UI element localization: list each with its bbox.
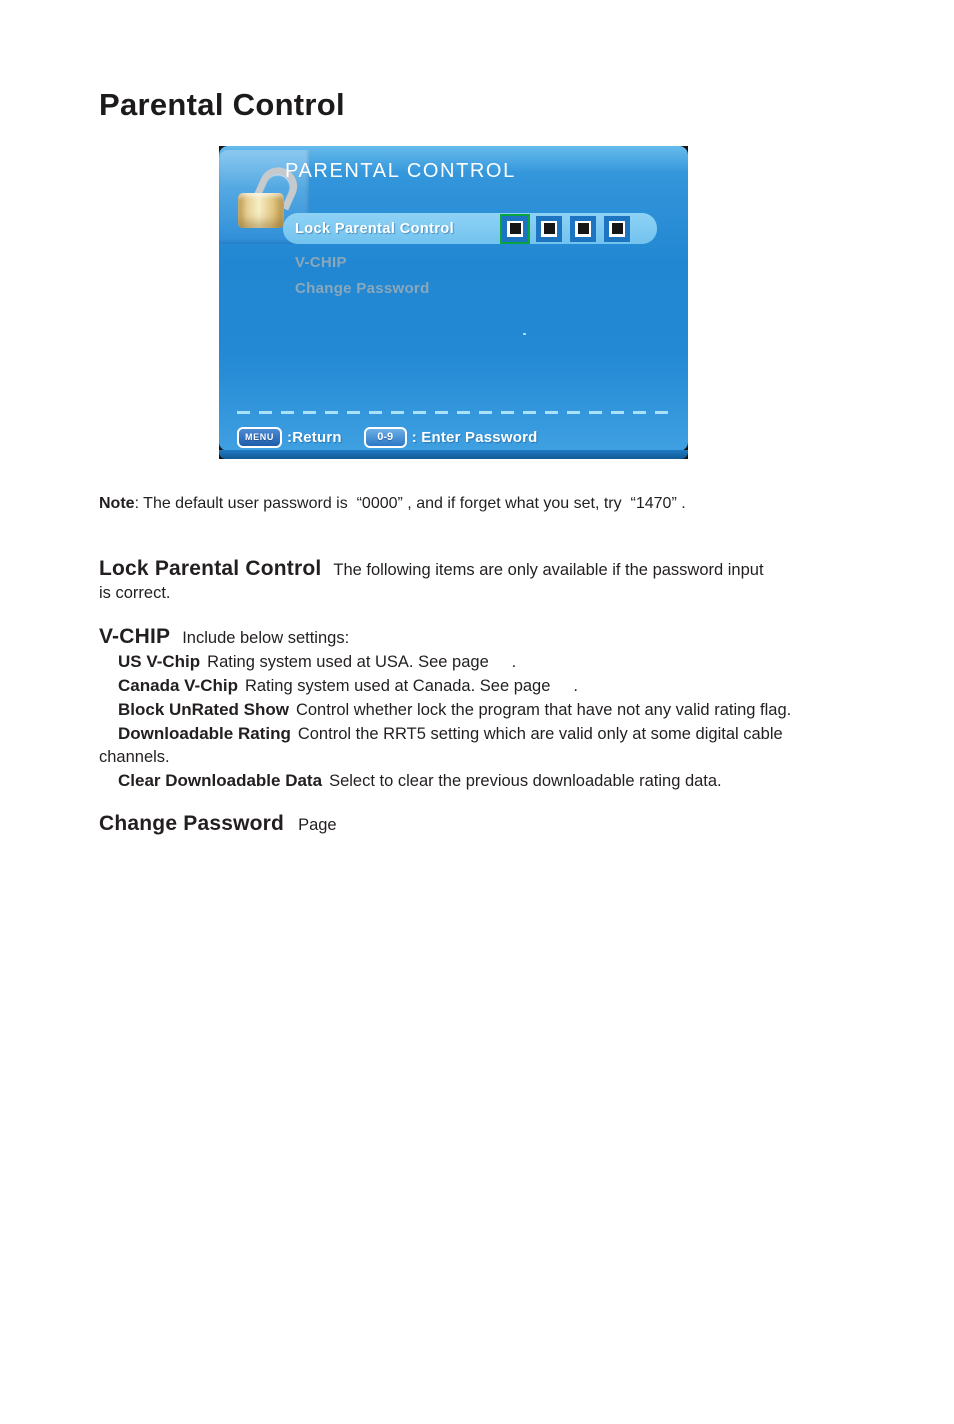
vchip-item-block-unrated: Block UnRated Show Control whether lock the program that have not any valid rating flag. — [118, 700, 792, 719]
note-paragraph — [99, 493, 859, 515]
password-digit-box — [570, 216, 596, 242]
screen-dot-artifact — [523, 333, 526, 335]
note-text: : The default user password is “0000” , and if forget what you set, try “1470” . — [134, 495, 686, 512]
section-change-password — [99, 811, 914, 838]
osd-row-label: Lock Parental Control — [295, 221, 455, 237]
section-desc: Include below settings: — [182, 629, 350, 647]
section-heading: V-CHIP — [99, 625, 171, 648]
osd-key-legend — [237, 425, 537, 449]
section-vchip — [99, 625, 844, 793]
menu-key-icon: MENU — [237, 427, 282, 448]
vchip-item-downloadable-rating: Downloadable Rating Control the RRT5 setting which are valid only at some digital cable channels. — [99, 724, 788, 766]
section-desc: Page — [298, 816, 337, 834]
password-input-boxes — [502, 215, 630, 242]
tv-osd-screenshot — [219, 146, 688, 459]
vchip-item-us: US V-Chip Rating system used at USA. See page . — [118, 652, 517, 671]
padlock-body — [238, 193, 284, 228]
enter-password-legend-label: : Enter Password — [411, 428, 538, 446]
osd-item-change-password: Change Password — [295, 280, 430, 297]
digit-keys-icon: 0-9 — [364, 427, 407, 448]
page-title: Parental Control — [99, 87, 345, 122]
password-digit-box — [604, 216, 630, 242]
osd-bottom-strip — [219, 450, 688, 459]
padlock-open-icon — [238, 161, 290, 231]
osd-row-lock-parental-control — [283, 213, 657, 244]
vchip-item-canada: Canada V-Chip Rating system used at Canada. See page . — [118, 676, 578, 695]
osd-title: PARENTAL CONTROL — [285, 160, 516, 182]
password-digit-box-selected — [502, 216, 528, 242]
osd-item-vchip: V-CHIP — [295, 254, 347, 271]
vchip-item-clear-downloadable: Clear Downloadable Data Select to clear the previous downloadable rating data. — [118, 771, 722, 790]
dashed-divider — [237, 411, 674, 414]
password-digit-box — [536, 216, 562, 242]
manual-page — [0, 86, 954, 838]
osd-panel — [219, 146, 688, 451]
note-label: Note — [99, 495, 135, 512]
return-legend-label: :Return — [287, 428, 342, 446]
section-heading: Lock Parental Control — [99, 557, 322, 580]
section-heading: Change Password — [99, 812, 285, 835]
section-desc: The following items are only available if the password input is correct. — [99, 561, 769, 602]
section-lock-parental-control — [99, 557, 771, 605]
